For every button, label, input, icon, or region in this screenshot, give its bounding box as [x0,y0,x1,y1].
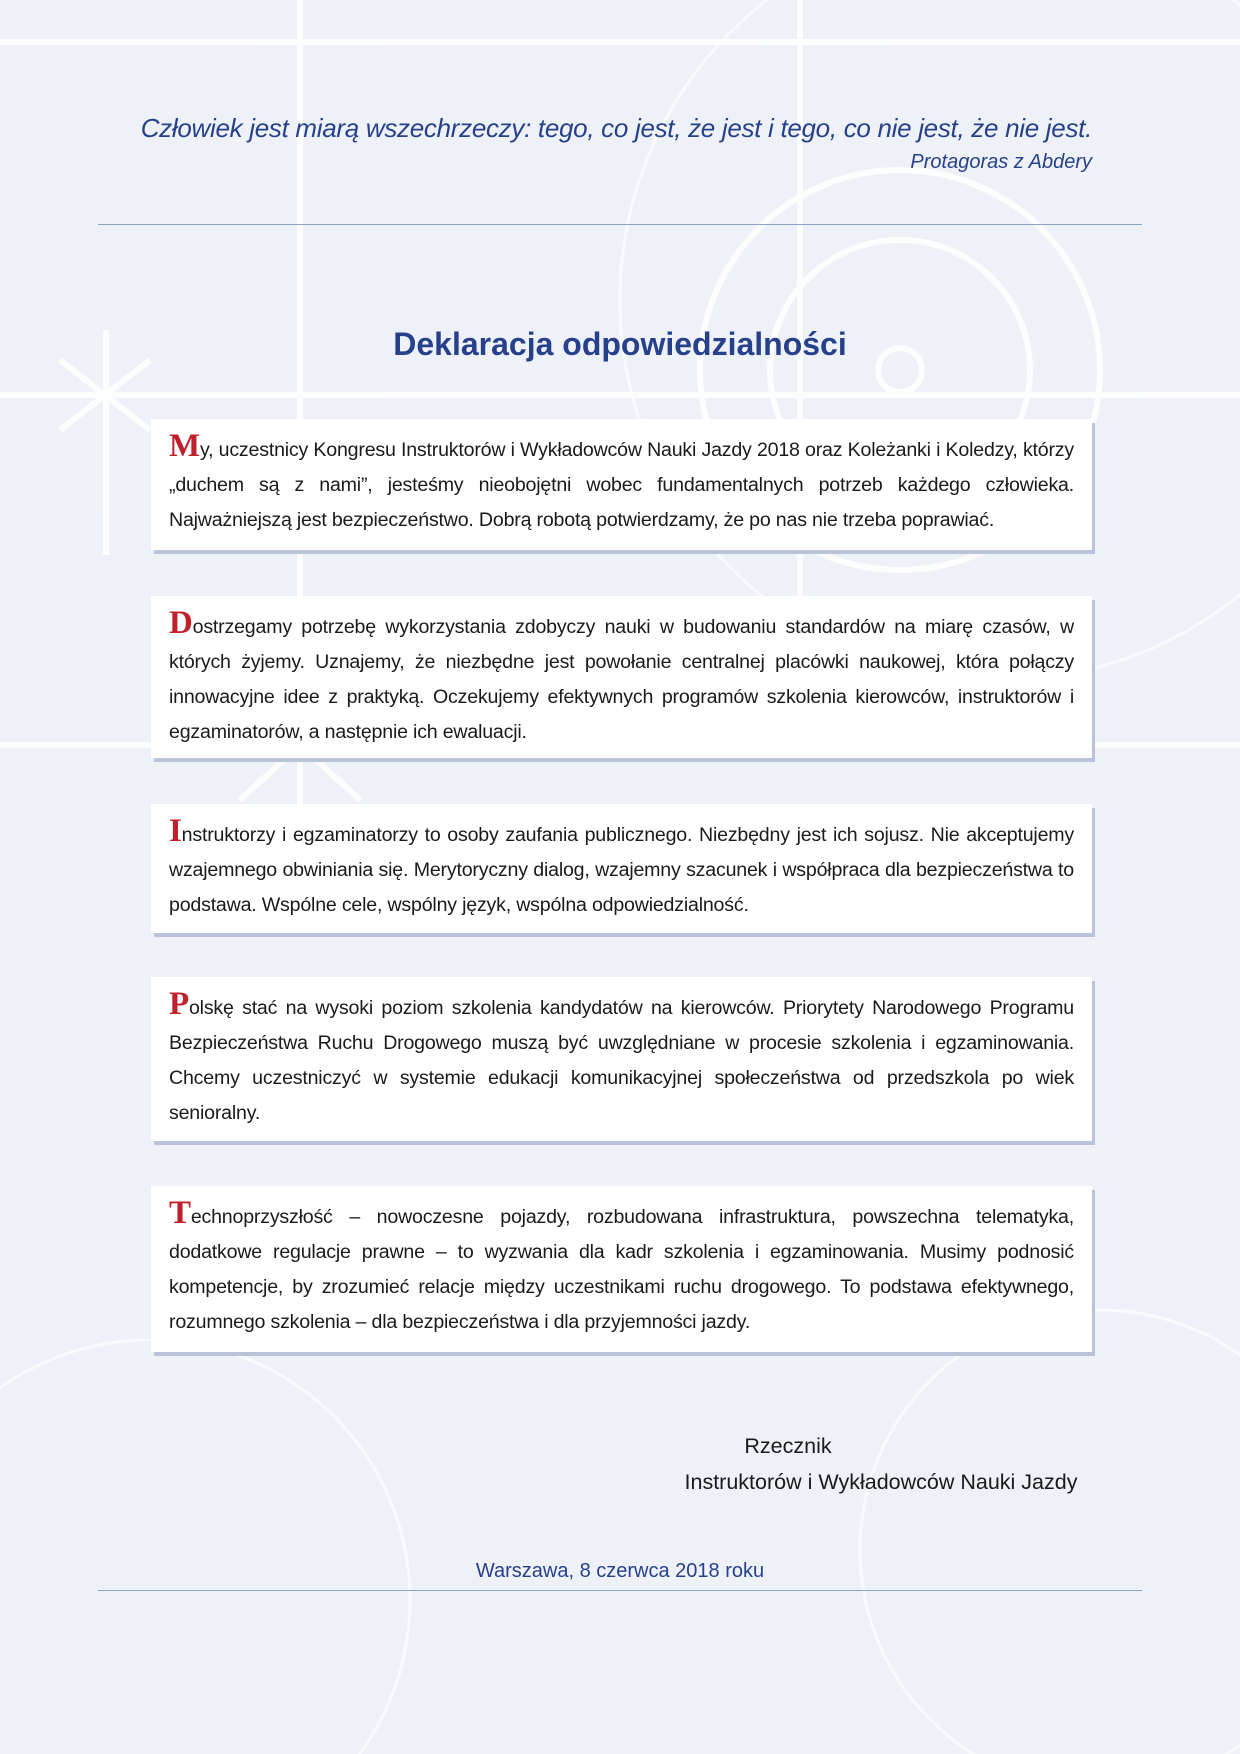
paragraph-text-2 [169,605,1074,750]
signature-organization: Instruktorów i Wykładowców Nauki Jazdy [684,1470,1078,1494]
paragraph-card-5 [151,1186,1092,1352]
paragraph-text-5 [169,1195,1074,1340]
paragraph-text-3 [169,813,1074,923]
paragraph-text-1 [169,428,1074,538]
drop-initial-4: P [169,986,189,1022]
paragraph-body-4: olskę stać na wysoki poziom szkolenia kandydatów na kierowców. Priorytety Narodowego Programu Bezpieczeństwa Ruchu Drogowego muszą być uwzględniane w procesie szkolenia i egzaminowania. Chcemy uczestniczyć w systemie edukacji komunikacyjnej społeczeństwa od przedszkola po wiek senioralny. [169,997,1074,1124]
paragraph-card-4 [151,977,1092,1141]
paragraph-body-5: echnoprzyszłość – nowoczesne pojazdy, rozbudowana infrastruktura, powszechna telematyka, dodatkowe regulacje prawne – to wyzwania dla kadr szkolenia i egzaminowania. Musimy podnosić kompetencje, by zrozumieć relacje między uczestnikami ruchu drogowego. To podstawa efektywnego, rozumnego szkolenia – dla bezpieczeństwa i dla przyjemności jazdy. [169,1206,1074,1333]
signature-title: Rzecznik [744,1434,832,1458]
page-title: Deklaracja odpowiedzialności [393,326,847,362]
motto-quote: Człowiek jest miarą wszechrzeczy: tego, co jest, że jest i tego, co nie jest, że nie jest. [140,113,1092,143]
paragraph-text-4 [169,986,1074,1131]
drop-initial-2: D [169,605,193,641]
drop-initial-5: T [169,1195,191,1231]
drop-initial-3: I [169,813,182,849]
paragraph-card-1 [151,419,1092,550]
drop-initial-1: M [169,428,200,464]
signature-block [488,1428,1088,1500]
paragraph-body-3: nstruktorzy i egzaminatorzy to osoby zaufania publicznego. Niezbędny jest ich sojusz. Nie akceptujemy wzajemnego obwiniania się. Merytoryczny dialog, wzajemny szacunek i współpraca dla bezpieczeństwa to podstawa. Wspólne cele, wspólny język, wspólna odpowiedzialność. [169,824,1074,916]
motto-author: Protagoras z Abdery [910,151,1092,173]
paragraph-card-2 [151,596,1092,758]
place-and-date: Warszawa, 8 czerwca 2018 roku [475,1560,765,1582]
bottom-divider [98,1590,1142,1591]
top-divider [98,224,1142,225]
paragraph-body-1: y, uczestnicy Kongresu Instruktorów i Wykładowców Nauki Jazdy 2018 oraz Koleżanki i Koledzy, którzy „duchem są z nami”, jesteśmy nieobojętni wobec fundamentalnych potrzeb każdego człowieka. Najważniejszą jest bezpieczeństwo. Dobrą robotą potwierdzamy, że po nas nie trzeba poprawiać. [169,439,1074,531]
paragraph-card-3 [151,804,1092,933]
motto [92,110,1092,176]
paragraph-body-2: ostrzegamy potrzebę wykorzystania zdobyczy nauki w budowaniu standardów na miarę czasów, w których żyjemy. Uznajemy, że niezbędne jest powołanie centralnej placówki naukowej, która połączy innowacyjne idee z praktyką. Oczekujemy efektywnych programów szkolenia kierowców, instruktorów i egzaminatorów, a następnie ich ewaluacji. [169,616,1074,743]
